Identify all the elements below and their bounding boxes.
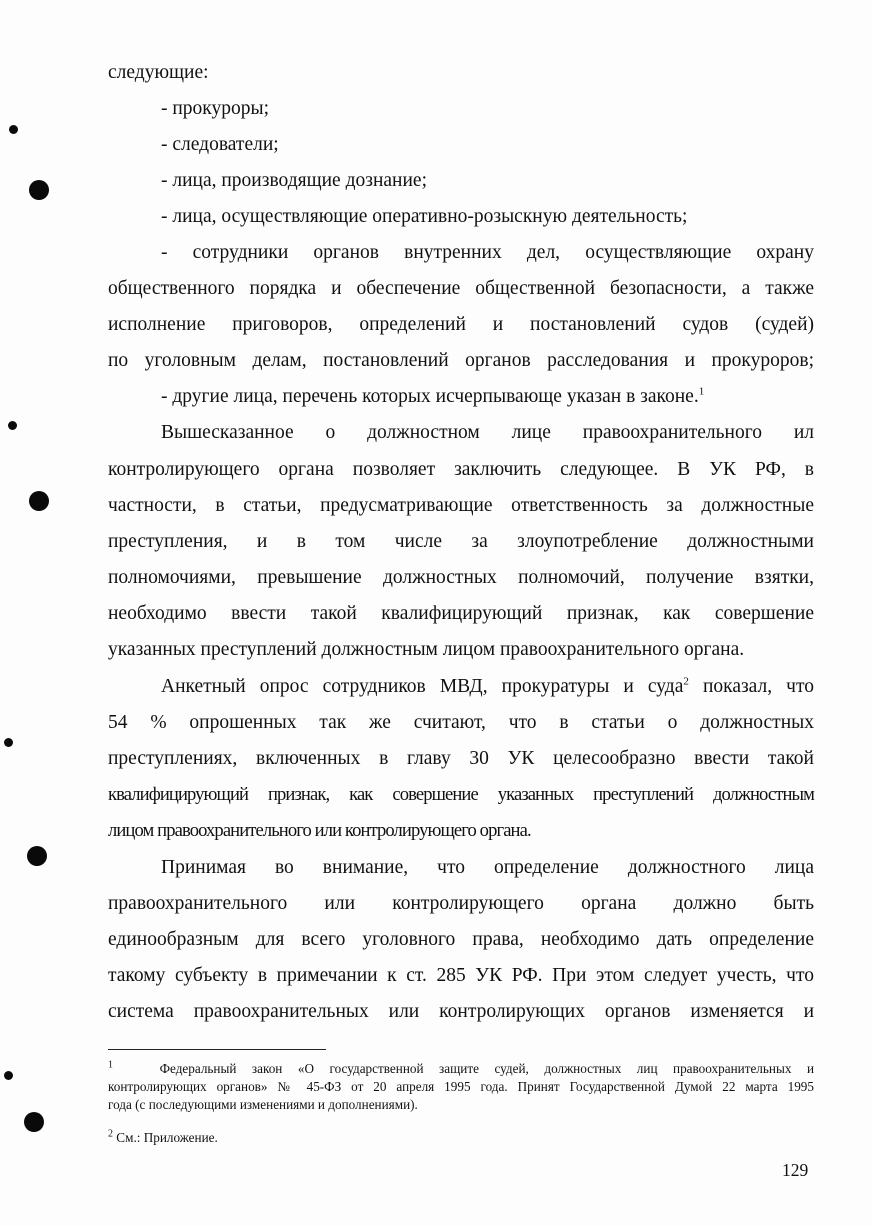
- text-line: полномочиями, превышение должностных полномочий, получение взятки,: [108, 567, 814, 588]
- text-line: по уголовным делам, постановлений органов расследования и прокуроров;: [108, 350, 814, 371]
- footnote-line: [108, 1060, 814, 1078]
- footnote-ref: 1: [698, 385, 705, 398]
- text-line: исполнение приговоров, определений и постановлений судов (судей): [108, 314, 814, 335]
- binder-hole-mark: [24, 1112, 44, 1132]
- binder-hole-mark: [9, 125, 18, 134]
- text-line: 54 % опрошенных так же считают, что в статьи о должностных: [108, 712, 814, 733]
- text-line: квалифицирующий признак, как совершение указанных преступлений должностным: [108, 784, 814, 805]
- footnote-mark: 2: [108, 1128, 113, 1140]
- footnote-separator: [108, 1049, 326, 1050]
- footnote-mark: 1: [108, 1059, 113, 1071]
- binder-hole-mark: [27, 846, 47, 866]
- list-item: - сотрудники органов внутренних дел, осуществляющие охрану: [161, 242, 814, 263]
- list-item: - лица, производящие дознание;: [161, 170, 427, 191]
- text-line: система правоохранительных или контролирующих органов изменяется и: [108, 1001, 814, 1022]
- text-line: такому субъекту в примечании к ст. 285 УК РФ. При этом следует учесть, что: [108, 965, 814, 986]
- footnote-text: Федеральный закон «О государственной защите судей, должностных лиц правоохранительных и: [159, 1061, 814, 1076]
- list-item: - следователи;: [161, 134, 279, 155]
- paragraph-first-line: Принимая во внимание, что определение должностного лица: [161, 857, 814, 878]
- text-line: указанных преступлений должностным лицом правоохранительного органа.: [108, 639, 745, 660]
- text-line: необходимо ввести такой квалифицирующий признак, как совершение: [108, 603, 814, 624]
- text-line: общественного порядка и обеспечение общественной безопасности, а также: [108, 278, 814, 299]
- footnote-text: См.: Приложение.: [116, 1130, 218, 1145]
- text-segment: - другие лица, перечень которых исчерпывающе указан в законе.: [161, 386, 699, 407]
- paragraph-first-line: [161, 674, 814, 700]
- text-line: единообразным для всего уголовного права, необходимо дать определение: [108, 929, 814, 950]
- footnote-line: года (с последующими изменениями и дополнениями).: [108, 1097, 418, 1112]
- binder-hole-mark: [8, 421, 17, 430]
- text-line: частности, в статьи, предусматривающие ответственность за должностные: [108, 495, 814, 516]
- text-line: лицом правоохранительного или контролирующего органа.: [108, 820, 531, 841]
- footnote-line: [108, 1129, 814, 1147]
- text-line: следующие:: [108, 62, 209, 83]
- binder-hole-mark: [4, 738, 13, 747]
- binder-hole-mark: [29, 180, 49, 200]
- text-line: преступлениях, включенных в главу 30 УК целесообразно ввести такой: [108, 748, 814, 769]
- binder-hole-mark: [4, 1071, 13, 1080]
- text-segment: показал, что: [688, 676, 814, 697]
- binder-hole-mark: [29, 491, 49, 511]
- text-line: контролирующего органа позволяет заключить следующее. В УК РФ, в: [108, 459, 814, 480]
- footnote-ref: 2: [683, 675, 689, 688]
- list-item: - прокуроры;: [161, 98, 270, 119]
- text-line: преступления, и в том числе за злоупотребление должностными: [108, 531, 814, 552]
- paragraph-first-line: Вышесказанное о должностном лице правоохранительного ил: [161, 422, 814, 443]
- list-item: - лица, осуществляющие оперативно-розыскную деятельность;: [161, 206, 688, 227]
- footnote-line: контролирующих органов» № 45-ФЗ от 20 апреля 1995 года. Принят Государственной Думой 22 марта 1995: [108, 1079, 814, 1094]
- text-line: правоохранительного или контролирующего органа должно быть: [108, 893, 814, 914]
- page-number: 129: [782, 1160, 809, 1180]
- list-item: [161, 384, 814, 410]
- text-segment: Анкетный опрос сотрудников МВД, прокуратуры и суда: [161, 676, 684, 697]
